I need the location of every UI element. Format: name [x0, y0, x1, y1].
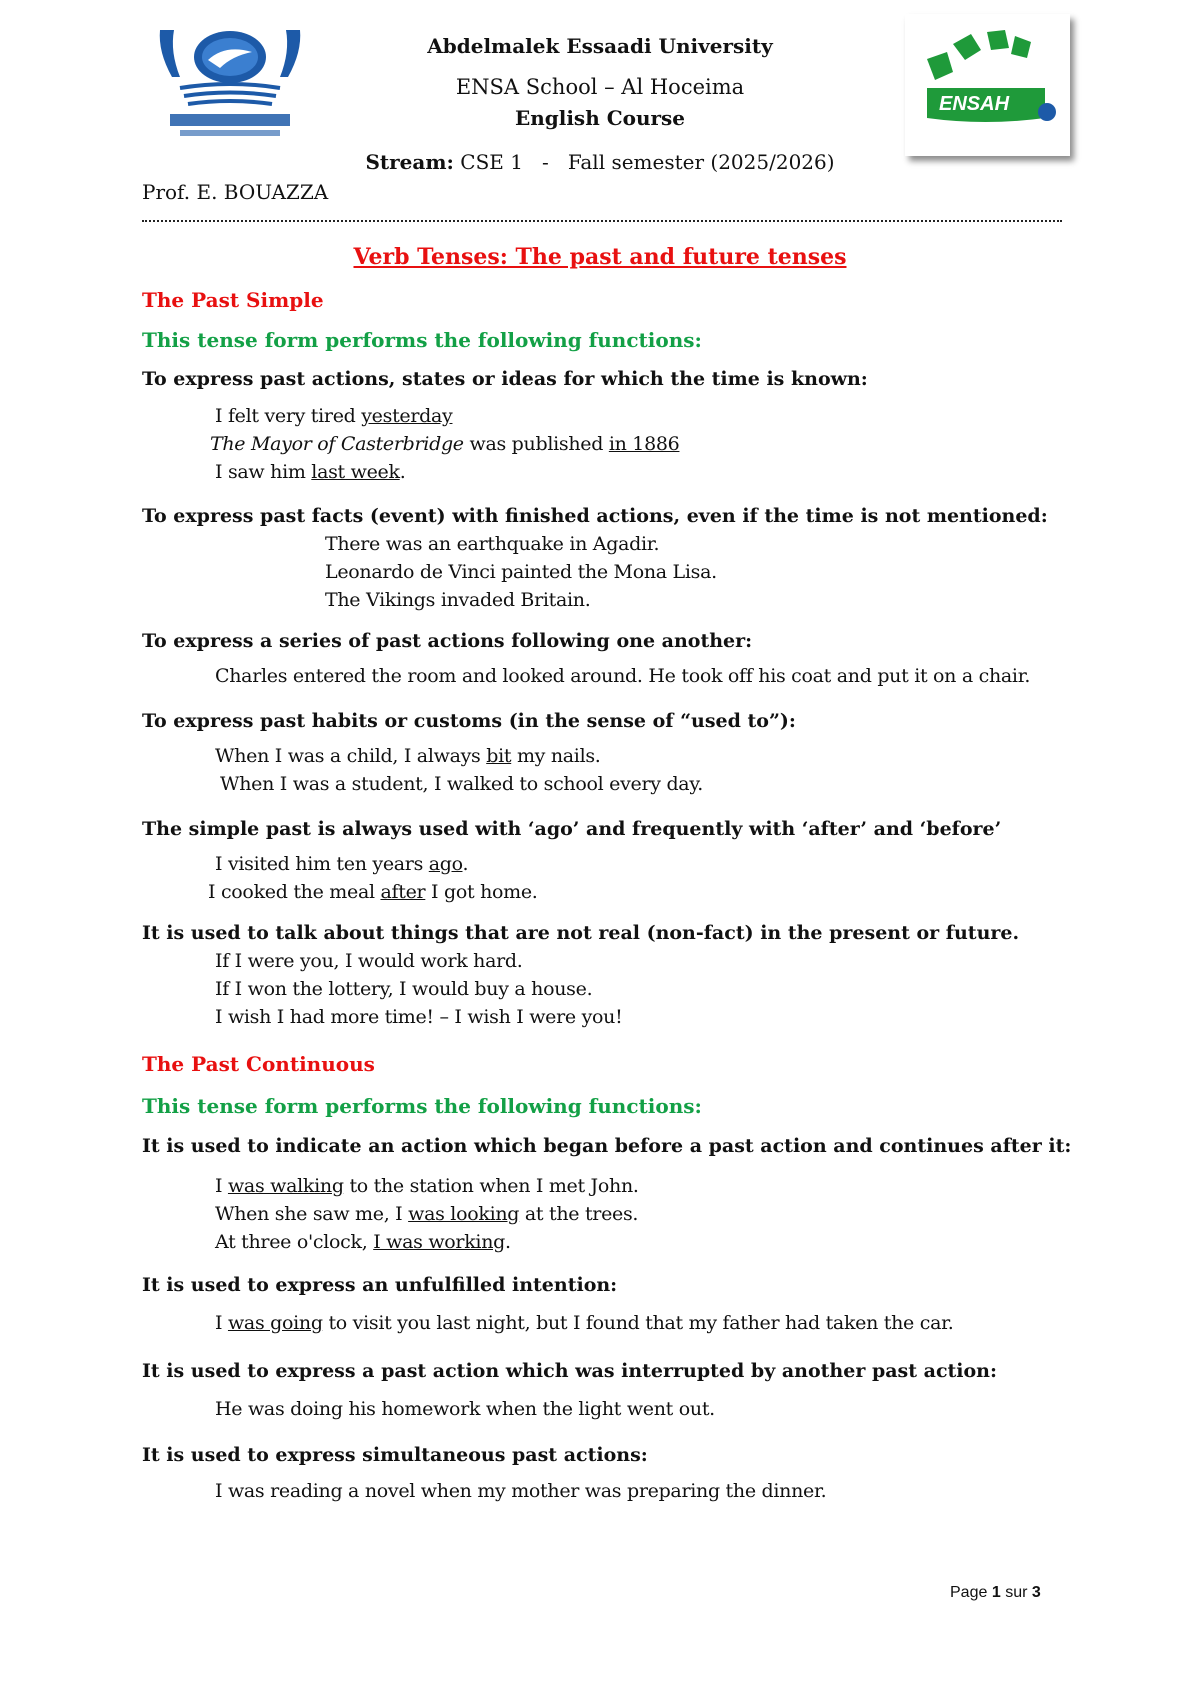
ps-example: I cooked the meal after I got home. [208, 881, 538, 903]
pc-example: I was walking to the station when I met John. [215, 1175, 639, 1197]
ps-example: When I was a student, I walked to school every day. [220, 773, 703, 795]
pc-function-1: It is used to indicate an action which began before a past action and continues after it: [142, 1135, 1072, 1157]
pc-example: When she saw me, I was looking at the trees. [215, 1203, 639, 1225]
pc-example: I was reading a novel when my mother was preparing the dinner. [215, 1480, 827, 1502]
ps-example: The Vikings invaded Britain. [325, 589, 591, 611]
stream-line [0, 150, 1200, 174]
ps-example: The Mayor of Casterbridge was published in 1886 [210, 433, 680, 455]
ps-example: Leonardo de Vinci painted the Mona Lisa. [325, 561, 717, 583]
ps-function-5: The simple past is always used with ‘ago’ and frequently with ‘after’ and ‘before’ [142, 818, 1002, 840]
past-continuous-heading: The Past Continuous [142, 1052, 375, 1076]
ps-example: I felt very tired yesterday [215, 405, 453, 427]
ensah-logo-text: ENSAH [939, 93, 1010, 115]
ps-example: If I were you, I would work hard. [215, 950, 523, 972]
pc-function-3: It is used to express a past action which was interrupted by another past action: [142, 1360, 998, 1382]
stream-label: Stream: [365, 150, 454, 174]
stream-value: CSE 1 - Fall semester (2025/2026) [453, 150, 835, 174]
pc-example: At three o'clock, I was working. [215, 1231, 511, 1253]
past-simple-heading: The Past Simple [142, 288, 324, 312]
ps-example: When I was a child, I always bit my nails. [215, 745, 601, 767]
course-name: English Course [514, 106, 686, 130]
ps-function-2: To express past facts (event) with finished actions, even if the time is not mentioned: [142, 505, 1048, 527]
page-number: Page 1 sur 3 [950, 1584, 1041, 1601]
ps-function-4: To express past habits or customs (in the sense of “used to”): [142, 710, 796, 732]
ps-function-3: To express a series of past actions following one another: [142, 630, 753, 652]
ps-example: Charles entered the room and looked around. He took off his coat and put it on a chair. [215, 665, 1031, 687]
university-name: Abdelmalek Essaadi University [427, 34, 773, 58]
ps-example: I wish I had more time! – I wish I were you! [215, 1006, 623, 1028]
ps-example: There was an earthquake in Agadir. [325, 533, 660, 555]
pc-example: He was doing his homework when the light went out. [215, 1398, 715, 1420]
pc-example: I was going to visit you last night, but I found that my father had taken the car. [215, 1312, 954, 1334]
pc-function-4: It is used to express simultaneous past actions: [142, 1444, 648, 1466]
professor-name: Prof. E. BOUAZZA [142, 180, 329, 204]
ps-example: If I won the lottery, I would buy a house. [215, 978, 593, 1000]
ps-example: I saw him last week. [215, 461, 406, 483]
past-simple-functions-label: This tense form performs the following functions: [142, 328, 702, 352]
ps-function-6: It is used to talk about things that are not real (non-fact) in the present or future. [142, 922, 1020, 944]
ps-function-1: To express past actions, states or ideas for which the time is known: [142, 368, 868, 390]
past-continuous-functions-label: This tense form performs the following functions: [142, 1094, 702, 1118]
school-name: ENSA School – Al Hoceima [455, 75, 745, 99]
ps-example: I visited him ten years ago. [215, 853, 469, 875]
pc-function-2: It is used to express an unfulfilled intention: [142, 1274, 618, 1296]
divider [142, 210, 1062, 222]
page-title: Verb Tenses: The past and future tenses [353, 244, 847, 270]
